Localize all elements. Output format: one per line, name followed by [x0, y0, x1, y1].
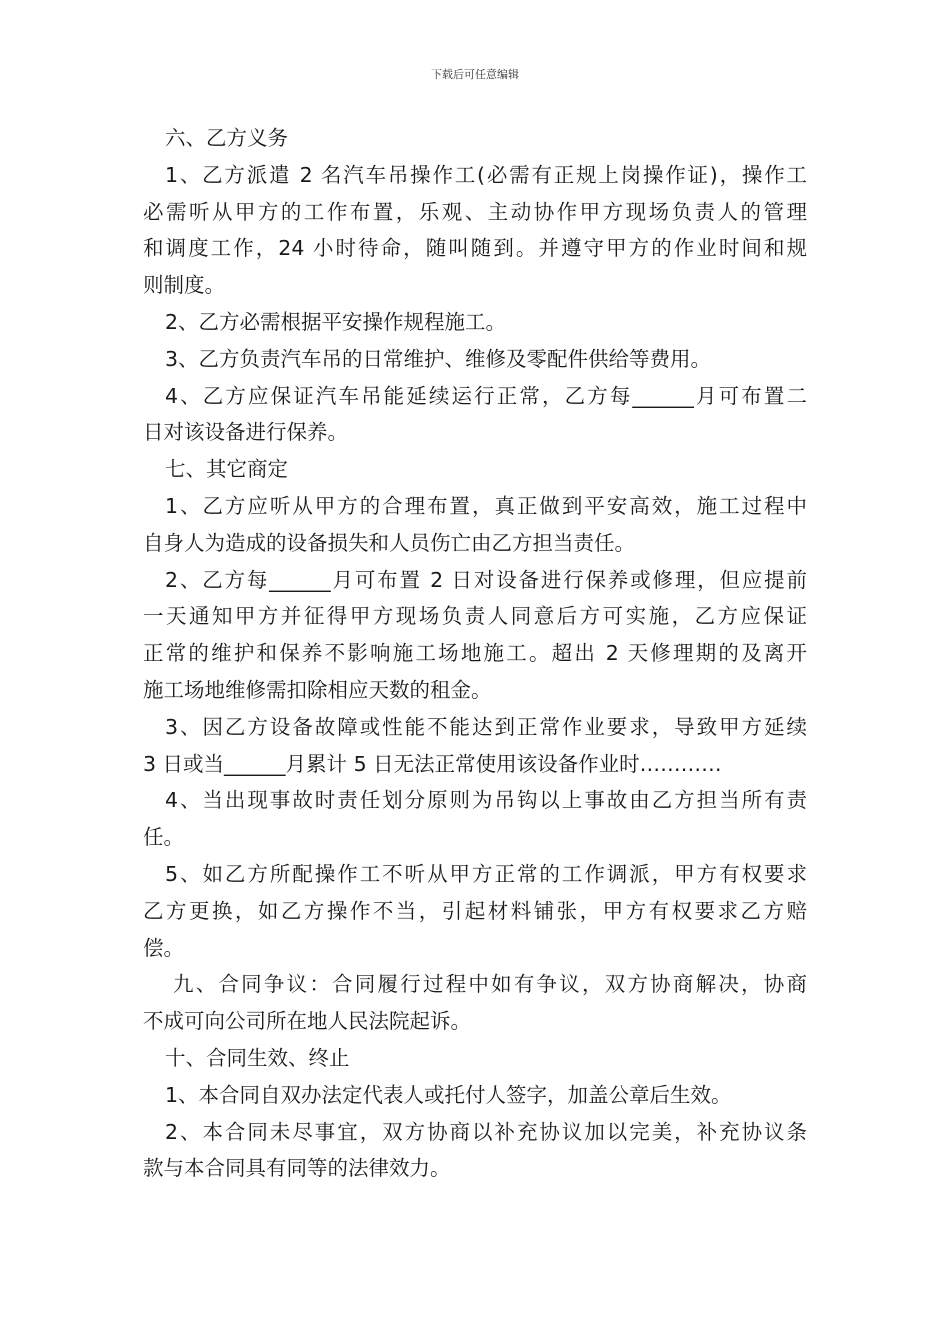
- text-line: 1、本合同自双办法定代表人或托付人签字，加盖公章后生效。: [165, 1082, 732, 1107]
- text-line: 2、乙方每______月可布置 2 日对设备进行保养或修理，但应提前: [165, 567, 807, 592]
- text-line: 和调度工作，24 小时待命，随叫随到。并遵守甲方的作业时间和规: [143, 236, 807, 261]
- text-line: 2、本合同未尽事宜，双方协商以补充协议加以完美，补充协议条: [165, 1119, 807, 1144]
- text-line: 九、合同争议：合同履行过程中如有争议，双方协商解决，协商: [173, 972, 807, 997]
- text-line: 3、乙方负责汽车吊的日常维护、维修及零配件供给等费用。: [165, 346, 712, 371]
- text-line: 3、因乙方设备故障或性能不能达到正常作业要求，导致甲方延续: [165, 714, 807, 739]
- text-line: 1、乙方派遣 2 名汽车吊操作工(必需有正规上岗操作证)，操作工: [165, 162, 807, 187]
- text-line: 1、乙方应听从甲方的合理布置，真正做到平安高效，施工过程中: [165, 493, 807, 518]
- text-line: 5、如乙方所配操作工不听从甲方正常的工作调派，甲方有权要求: [165, 861, 807, 886]
- text-line: 十、合同生效、终止: [165, 1045, 350, 1070]
- text-line: 4、乙方应保证汽车吊能延续运行正常，乙方每______月可布置二: [165, 383, 807, 408]
- text-line: 乙方更换，如乙方操作不当，引起材料铺张，甲方有权要求乙方赔: [143, 898, 807, 923]
- page-header: 下载后可任意编辑: [431, 68, 519, 81]
- text-line: 一天通知甲方并征得甲方现场负责人同意后方可实施，乙方应保证: [143, 604, 807, 629]
- text-line: 4、当出现事故时责任划分原则为吊钩以上事故由乙方担当所有责: [165, 788, 807, 813]
- text-line: 七、其它商定: [165, 457, 288, 482]
- text-line: 必需听从甲方的工作布置，乐观、主动协作甲方现场负责人的管理: [143, 199, 807, 224]
- text-line: 3 日或当______月累计 5 日无法正常使用该设备作业时…………: [143, 751, 722, 776]
- text-line: 日对该设备进行保养。: [143, 420, 348, 445]
- text-line: 偿。: [143, 935, 184, 960]
- text-line: 2、乙方必需根据平安操作规程施工。: [165, 309, 507, 334]
- text-line: 自身人为造成的设备损失和人员伤亡由乙方担当责任。: [143, 530, 635, 555]
- text-line: 正常的维护和保养不影响施工场地施工。超出 2 天修理期的及离开: [143, 641, 807, 666]
- text-line: 任。: [143, 825, 184, 850]
- text-line: 施工场地维修需扣除相应天数的租金。: [143, 677, 492, 702]
- text-line: 则制度。: [143, 273, 225, 298]
- document-body: [143, 120, 807, 1187]
- text-line: 不成可向公司所在地人民法院起诉。: [143, 1009, 471, 1034]
- text-line: 款与本合同具有同等的法律效力。: [143, 1156, 451, 1181]
- text-line: 六、乙方义务: [165, 126, 288, 150]
